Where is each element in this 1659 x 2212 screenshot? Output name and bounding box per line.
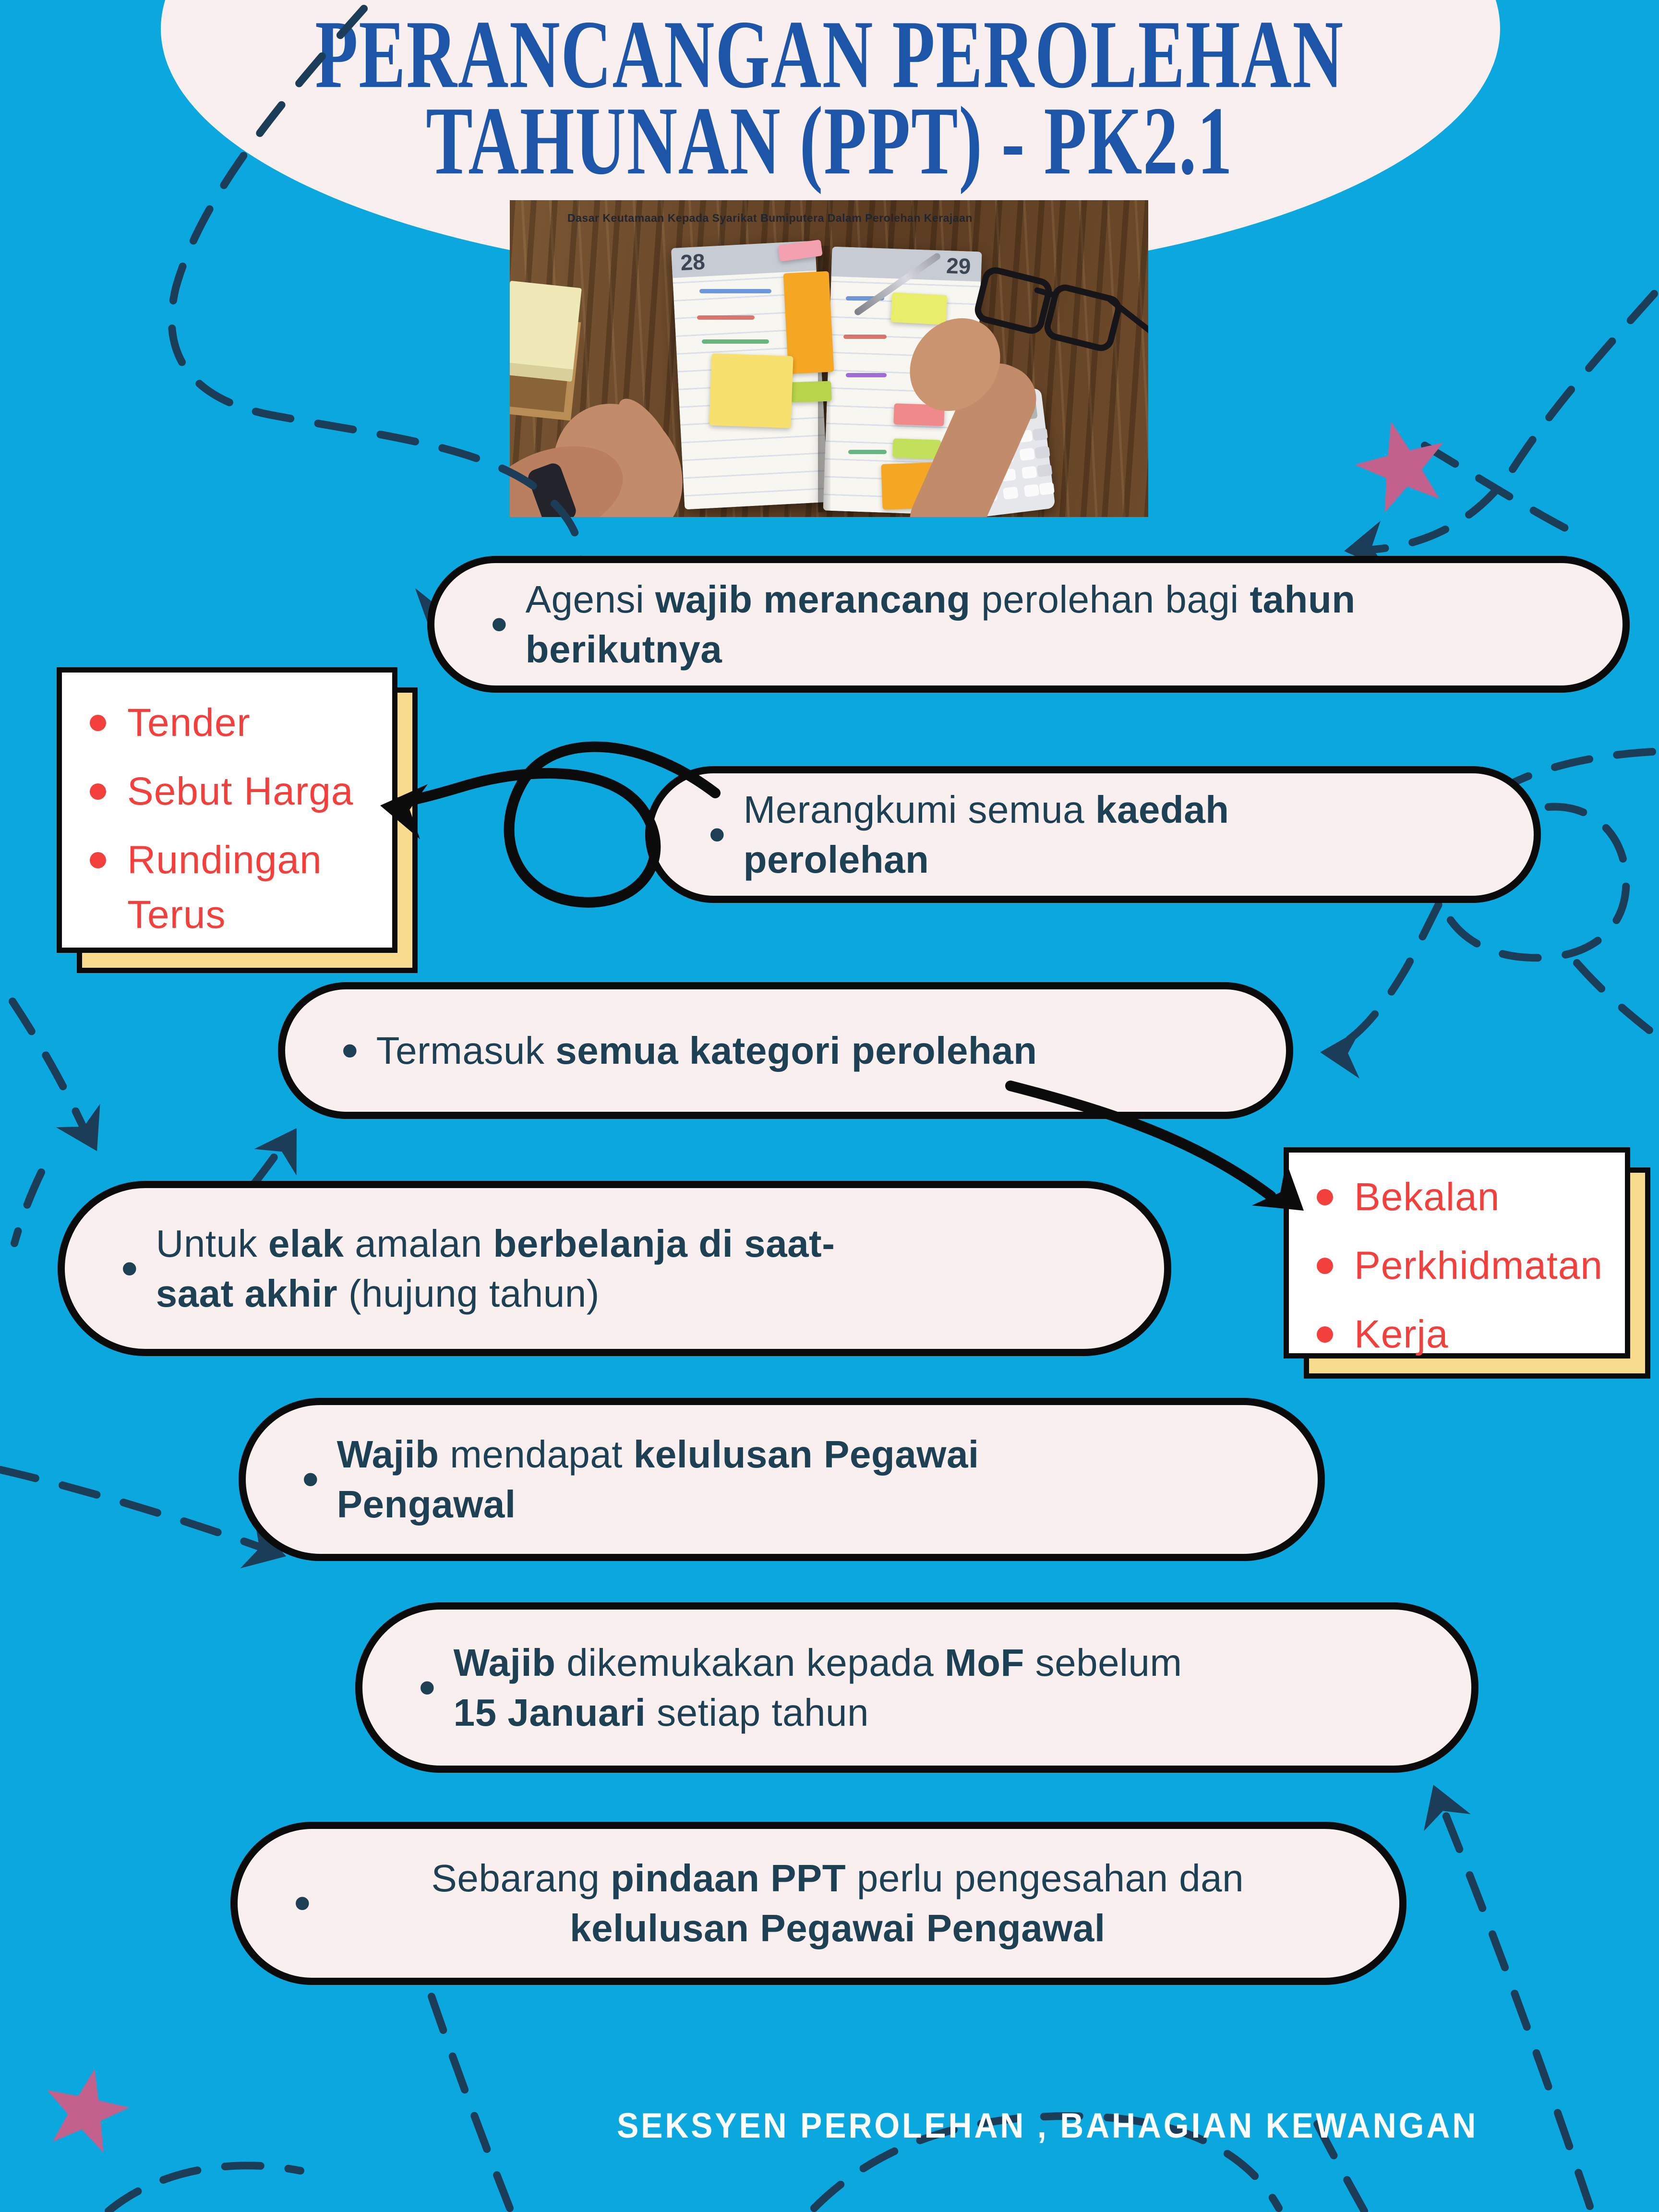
list-item [1317, 1170, 1606, 1225]
handwriting [702, 339, 769, 344]
bullet-dot: • [419, 1661, 435, 1713]
bullet-dot: • [302, 1454, 319, 1505]
dashed-path [1364, 294, 1654, 550]
page-title-line-1: PERANCANGAN PEROLEHAN [315, 0, 1344, 109]
bubble-text: Wajib dikemukakan kepada MoF sebelum 15 Januari setiap tahun [453, 1641, 1182, 1734]
page-number-right: 29 [831, 247, 982, 282]
planner-sticky-tab [790, 381, 831, 403]
note-card-kategori [1284, 1147, 1630, 1358]
bubble-termasuk [278, 982, 1293, 1119]
bubble-text: Termasuk semua kategori perolehan [376, 1029, 1037, 1072]
note-item-label: Bekalan [1354, 1175, 1500, 1219]
note-item-label: Rundingan Terus [127, 838, 322, 937]
bubble-text: Agensi wajib merancang perolehan bagi tahun berikutnya [525, 577, 1356, 671]
arrow-icon [1410, 1776, 1470, 1831]
note-item-label: Tender [127, 701, 251, 745]
list-item [90, 764, 373, 819]
list-item [1317, 1238, 1606, 1294]
planner-sticky-tab [709, 353, 793, 428]
star-icon [37, 2060, 136, 2156]
dashed-path [1, 1470, 273, 1551]
note-item-label: Kerja [1354, 1312, 1449, 1356]
bubble-pindaan [230, 1822, 1407, 1985]
bullet-dot [90, 783, 106, 800]
planner-sticky-tab [890, 292, 947, 325]
bubble-merangkumi [645, 766, 1541, 903]
bullet-dot: • [294, 1877, 311, 1929]
bullet-dot: • [121, 1242, 138, 1294]
dashed-path [1577, 963, 1659, 1038]
planner-photo [510, 200, 1148, 517]
star-icon [1347, 410, 1456, 517]
dashed-path [1425, 445, 1582, 537]
bullet-dot: • [491, 598, 507, 650]
bullet-dot [1317, 1258, 1333, 1274]
footer-credit: SEKSYEN PEROLEHAN , BAHAGIAN KEWANGAN [617, 2106, 1479, 2145]
note-card-kaedah [57, 667, 397, 953]
page-title-line-2: TAHUNAN (PPT) - PK2.1 [426, 87, 1233, 195]
handwriting [846, 373, 887, 377]
list-item [90, 833, 373, 943]
note-item-label: Perkhidmatan [1354, 1243, 1603, 1287]
bubble-kelulusan [239, 1398, 1325, 1561]
note-item-label: Sebut Harga [127, 769, 354, 813]
bullet-dot [1317, 1189, 1333, 1205]
dashed-path [417, 1953, 510, 2208]
bubble-agensi [427, 556, 1630, 693]
bullet-dot [90, 852, 106, 868]
handwriting [699, 289, 771, 293]
list-item [1317, 1307, 1606, 1362]
arrow-icon [1319, 1027, 1361, 1079]
bullet-dot [90, 715, 106, 731]
handwriting [848, 450, 887, 454]
bubble-text: Merangkumi semua kaedah perolehan [743, 788, 1229, 881]
bubble-text: Sebarang pindaan PPT perlu pengesahan dan kelulusan Pegawai Pengawal [431, 1857, 1244, 1949]
bubble-mof [355, 1602, 1479, 1773]
dashed-path [14, 1172, 41, 1243]
bullet-dot [1317, 1326, 1333, 1343]
handwriting [843, 335, 887, 339]
bullet-dot: • [342, 1024, 358, 1076]
bubble-text: Untuk elak amalan berbelanja di saat- saat akhir (hujung tahun) [156, 1222, 835, 1315]
bubble-elak [58, 1181, 1171, 1356]
arrow-icon [56, 1104, 119, 1163]
dashed-path [108, 2165, 301, 2211]
sticky-note-pad [510, 281, 582, 382]
planner-sticky-tab [892, 438, 941, 459]
arrow-icon [254, 1115, 318, 1175]
bullet-dot: • [709, 808, 725, 860]
photo-caption: Dasar Keutamaan Kepada Syarikat Bumiputera Dalam Perolehan Kerajaan [567, 212, 973, 224]
handwriting [697, 315, 755, 320]
dashed-path [12, 1001, 90, 1142]
page-number-left: 28 [671, 241, 817, 278]
list-item [90, 696, 373, 751]
bubble-text: Wajib mendapat kelulusan Pegawai Pengawal [337, 1433, 979, 1526]
